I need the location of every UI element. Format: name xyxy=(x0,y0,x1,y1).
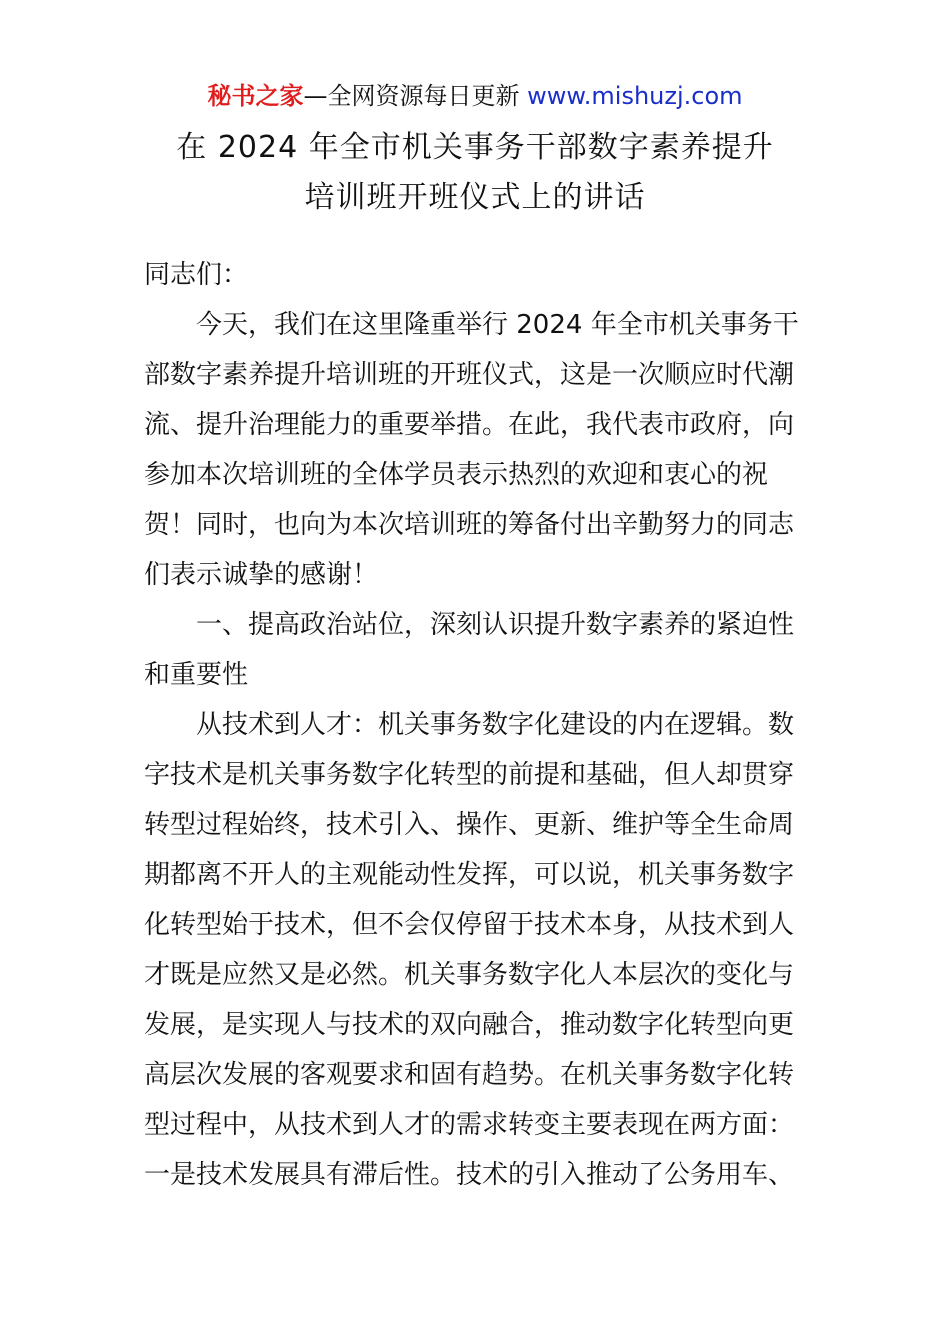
section-heading-1: 一、提高政治站位，深刻认识提升数字素养的紧迫性和重要性 xyxy=(144,610,795,690)
brand-name: 秘书之家 xyxy=(207,82,304,110)
document-title-line-1: 在 2024 年全市机关事务干部数字素养提升 xyxy=(176,130,774,165)
site-header xyxy=(0,80,950,112)
site-url[interactable]: www.mishuzj.com xyxy=(527,82,743,110)
salutation: 同志们： xyxy=(144,260,249,290)
paragraph-section-1: 从技术到人才：机关事务数字化建设的内在逻辑。数字技术是机关事务数字化转型的前提和基础，但人却贯穿转型过程始终，技术引入、操作、更新、维护等全生命周期都离不开人的主观能动性发挥，可以说，机关事务数字化转型始于技术，但不会仅停留于技术本身，从技术到人才既是应然又是必然。机关事务数字化人本层次的变化与发展，是实现人与技术的双向融合，推动数字化转型向更高层次发展的客观要求和固有趋势。在机关事务数字化转型过程中，从技术到人才的需求转变主要表现在两方面：一是技术发展具有滞后性。技术的引入推动了公务用车、 xyxy=(144,710,795,1190)
document-body xyxy=(144,250,808,1200)
document-title-line-2: 培训班开班仪式上的讲话 xyxy=(304,180,646,215)
paragraph-opening: 今天，我们在这里隆重举行 2024 年全市机关事务干部数字素养提升培训班的开班仪式，这是一次顺应时代潮流、提升治理能力的重要举措。在此，我代表市政府，向参加本次培训班的全体学员表示热烈的欢迎和衷心的祝贺！同时，也向为本次培训班的筹备付出辛勤努力的同志们表示诚挚的感谢！ xyxy=(144,310,799,590)
header-tagline: —全网资源每日更新 xyxy=(303,82,528,110)
